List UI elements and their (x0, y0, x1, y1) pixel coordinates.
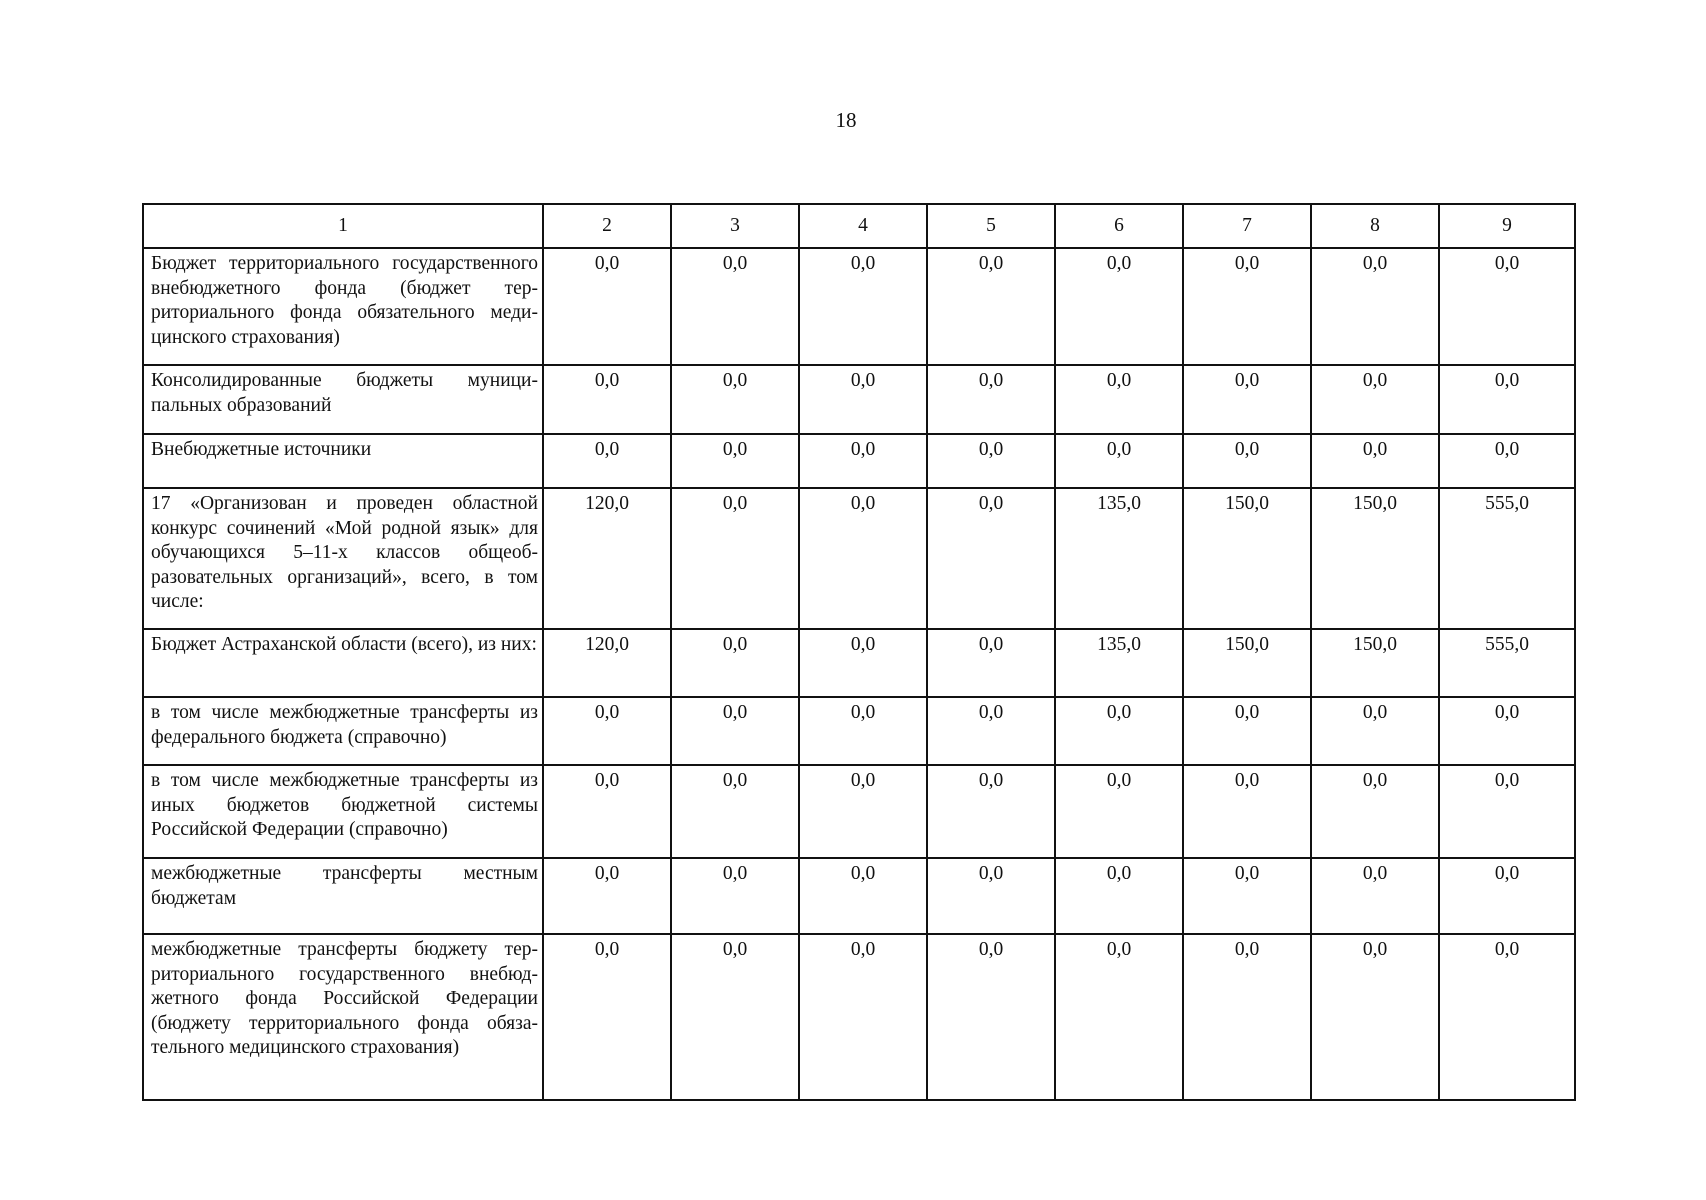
value-cell: 0,0 (927, 934, 1055, 1100)
value-cell: 0,0 (1183, 434, 1311, 488)
value-cell: 0,0 (671, 934, 799, 1100)
value-cell: 0,0 (1311, 248, 1439, 365)
column-header: 9 (1439, 204, 1575, 248)
value-cell: 0,0 (1183, 365, 1311, 434)
value-cell: 0,0 (671, 248, 799, 365)
table-row (143, 934, 1575, 1100)
value-cell: 0,0 (1055, 765, 1183, 858)
value-cell: 0,0 (1311, 697, 1439, 765)
value-cell: 0,0 (1311, 365, 1439, 434)
column-header: 1 (143, 204, 543, 248)
row-label: межбюджетные трансферты местным бюджетам (143, 858, 543, 934)
column-header: 3 (671, 204, 799, 248)
value-cell: 0,0 (1055, 365, 1183, 434)
value-cell: 0,0 (799, 765, 927, 858)
value-cell: 0,0 (671, 697, 799, 765)
value-cell: 0,0 (1439, 434, 1575, 488)
value-cell: 0,0 (543, 934, 671, 1100)
value-cell: 0,0 (1439, 365, 1575, 434)
budget-table (142, 203, 1576, 1101)
value-cell: 0,0 (671, 434, 799, 488)
value-cell: 150,0 (1311, 629, 1439, 697)
value-cell: 0,0 (1183, 248, 1311, 365)
value-cell: 0,0 (543, 697, 671, 765)
value-cell: 0,0 (799, 365, 927, 434)
row-label: Бюджет Астраханской области (всего), из них: (143, 629, 543, 697)
value-cell: 0,0 (1439, 858, 1575, 934)
value-cell: 0,0 (543, 365, 671, 434)
table-row (143, 434, 1575, 488)
value-cell: 0,0 (1311, 934, 1439, 1100)
column-header: 5 (927, 204, 1055, 248)
column-header: 8 (1311, 204, 1439, 248)
value-cell: 0,0 (799, 488, 927, 629)
value-cell: 0,0 (927, 434, 1055, 488)
value-cell: 0,0 (927, 365, 1055, 434)
column-header: 7 (1183, 204, 1311, 248)
value-cell: 0,0 (543, 248, 671, 365)
table-row (143, 629, 1575, 697)
value-cell: 0,0 (927, 765, 1055, 858)
value-cell: 0,0 (671, 629, 799, 697)
table-row (143, 858, 1575, 934)
value-cell: 0,0 (799, 248, 927, 365)
value-cell: 0,0 (671, 365, 799, 434)
value-cell: 0,0 (671, 488, 799, 629)
value-cell: 0,0 (543, 858, 671, 934)
value-cell: 0,0 (1439, 765, 1575, 858)
value-cell: 0,0 (1183, 765, 1311, 858)
value-cell: 0,0 (543, 434, 671, 488)
value-cell: 0,0 (1183, 697, 1311, 765)
value-cell: 0,0 (1183, 858, 1311, 934)
column-header: 2 (543, 204, 671, 248)
value-cell: 0,0 (1311, 434, 1439, 488)
column-header: 4 (799, 204, 927, 248)
row-label: в том числе межбюджетные трансферты из иных бюджетов бюджетной системы Российской Федерации (справочно) (143, 765, 543, 858)
value-cell: 0,0 (1055, 934, 1183, 1100)
row-label: межбюджетные трансферты бюджету территориального государственного внебюджетного фонда Российской Федерации (бюджету территориального фонда обязательного медицинского страхования) (143, 934, 543, 1100)
row-label: Консолидированные бюджеты муниципальных образований (143, 365, 543, 434)
value-cell: 120,0 (543, 488, 671, 629)
value-cell: 0,0 (799, 629, 927, 697)
value-cell: 0,0 (927, 858, 1055, 934)
value-cell: 0,0 (1439, 248, 1575, 365)
page-number: 18 (835, 108, 857, 132)
value-cell: 0,0 (1055, 697, 1183, 765)
value-cell: 0,0 (1311, 765, 1439, 858)
value-cell: 555,0 (1439, 629, 1575, 697)
value-cell: 0,0 (799, 858, 927, 934)
value-cell: 0,0 (671, 765, 799, 858)
value-cell: 0,0 (1183, 934, 1311, 1100)
value-cell: 0,0 (1055, 434, 1183, 488)
value-cell: 0,0 (1439, 697, 1575, 765)
table-row (143, 697, 1575, 765)
column-header: 6 (1055, 204, 1183, 248)
row-label: 17 «Организован и проведен областной конкурс сочинений «Мой родной язык» для обучающихся 5–11-х классов общеобразовательных организаций», всего, в том числе: (143, 488, 543, 629)
value-cell: 150,0 (1183, 488, 1311, 629)
row-label: Бюджет территориального государственного внебюджетного фонда (бюджет территориального фонда обязательного медицинского страхования) (143, 248, 543, 365)
table-row (143, 488, 1575, 629)
value-cell: 0,0 (927, 629, 1055, 697)
value-cell: 0,0 (1055, 248, 1183, 365)
value-cell: 0,0 (1055, 858, 1183, 934)
value-cell: 0,0 (927, 488, 1055, 629)
value-cell: 0,0 (927, 697, 1055, 765)
row-label: Внебюджетные источники (143, 434, 543, 488)
row-label: в том числе межбюджетные трансферты из федерального бюджета (справочно) (143, 697, 543, 765)
value-cell: 0,0 (799, 697, 927, 765)
value-cell: 135,0 (1055, 488, 1183, 629)
value-cell: 150,0 (1311, 488, 1439, 629)
value-cell: 120,0 (543, 629, 671, 697)
table-row (143, 248, 1575, 365)
value-cell: 0,0 (1439, 934, 1575, 1100)
value-cell: 0,0 (1311, 858, 1439, 934)
table-row (143, 365, 1575, 434)
value-cell: 0,0 (543, 765, 671, 858)
header-row (143, 204, 1575, 248)
value-cell: 150,0 (1183, 629, 1311, 697)
table-row (143, 765, 1575, 858)
value-cell: 0,0 (799, 934, 927, 1100)
value-cell: 555,0 (1439, 488, 1575, 629)
value-cell: 135,0 (1055, 629, 1183, 697)
value-cell: 0,0 (671, 858, 799, 934)
value-cell: 0,0 (927, 248, 1055, 365)
value-cell: 0,0 (799, 434, 927, 488)
